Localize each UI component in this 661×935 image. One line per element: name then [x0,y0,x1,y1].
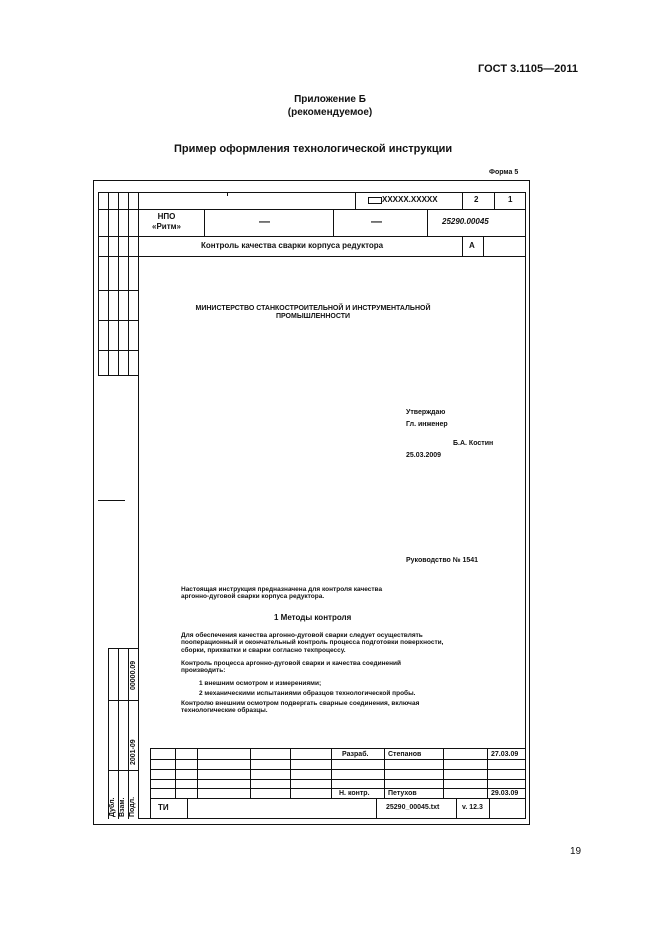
ministry-name: МИНИСТЕРСТВО СТАНКОСТРОИТЕЛЬНОЙ И ИНСТРУМЕНТАЛЬНОЙ ПРОМЫШЛЕННОСТИ [195,305,431,321]
person-normcontrol: Петухов [388,790,417,797]
date-normcontrol: 29.03.09 [491,790,519,797]
side-date: 2001-09 [130,739,137,765]
sheet-number: 1 [508,195,513,204]
doc-code-box-icon [368,197,382,204]
organization: НПО «Ритм» [152,212,181,231]
subject: Контроль качества сварки корпуса редуктора [201,241,384,250]
side-label-podl: Подл. [129,796,136,817]
side-label-dubl: Дубл. [109,797,116,817]
side-code: 00000.09 [130,660,137,690]
letter: А [469,241,475,250]
form-label: Форма 5 [489,169,519,176]
doc-code: XXXXX.XXXXX [382,195,438,204]
paragraph-5: Контролю внешним осмотром подвергать сварные соединения, включая технологические образцы. [181,700,420,715]
appendix-title: Приложение Б [294,94,366,105]
dash-field-1: — [259,216,270,228]
paragraph-3: 1 внешним осмотром и измерениями; [199,680,322,687]
paragraph-1: Для обеспечения качества аргонно-дуговой сварки следует осуществлять пооперационный и окончательный контроль процесса подготовки поверхности, сборки, прихватки и сварки согласно техпроцессу. [181,632,444,654]
appendix-heading [200,93,460,119]
appendix-note: (рекомендуемое) [287,107,373,118]
designation: 25290.00045 [442,217,489,226]
side-label-vzam: Взам. [119,797,126,817]
person-developer: Степанов [388,751,422,758]
approval-position: Гл. инженер [406,421,448,428]
role-normcontrol: Н. контр. [339,790,370,797]
page-number: 19 [570,846,582,857]
role-developer: Разраб. [342,751,369,758]
approval-name: Б.А. Костин [453,440,494,447]
approval-approved: Утверждаю [406,409,446,416]
intro-text: Настоящая инструкция предназначена для контроля качества аргонно-дуговой сварки корпуса редуктора. [181,586,383,601]
paragraph-4: 2 механическими испытаниями образцов технологической пробы. [199,690,416,697]
approval-date: 25.03.2009 [406,452,442,459]
inner-frame [138,192,526,819]
guide-number: Руководство № 1541 [406,557,479,564]
date-developer: 27.03.09 [491,751,519,758]
file-name: 25290_00045.txt [386,804,440,811]
page-title: Пример оформления технологической инструкции [174,143,453,155]
doc-type: ТИ [158,803,169,812]
standard-designation: ГОСТ 3.1105—2011 [478,63,578,75]
version: v. 12.3 [462,804,483,811]
sheets-count: 2 [474,195,479,204]
paragraph-2: Контроль процесса аргонно-дуговой сварки и качества соединений производить: [181,660,402,675]
dash-field-2: — [371,216,382,228]
section-title: 1 Методы контроля [274,613,352,622]
